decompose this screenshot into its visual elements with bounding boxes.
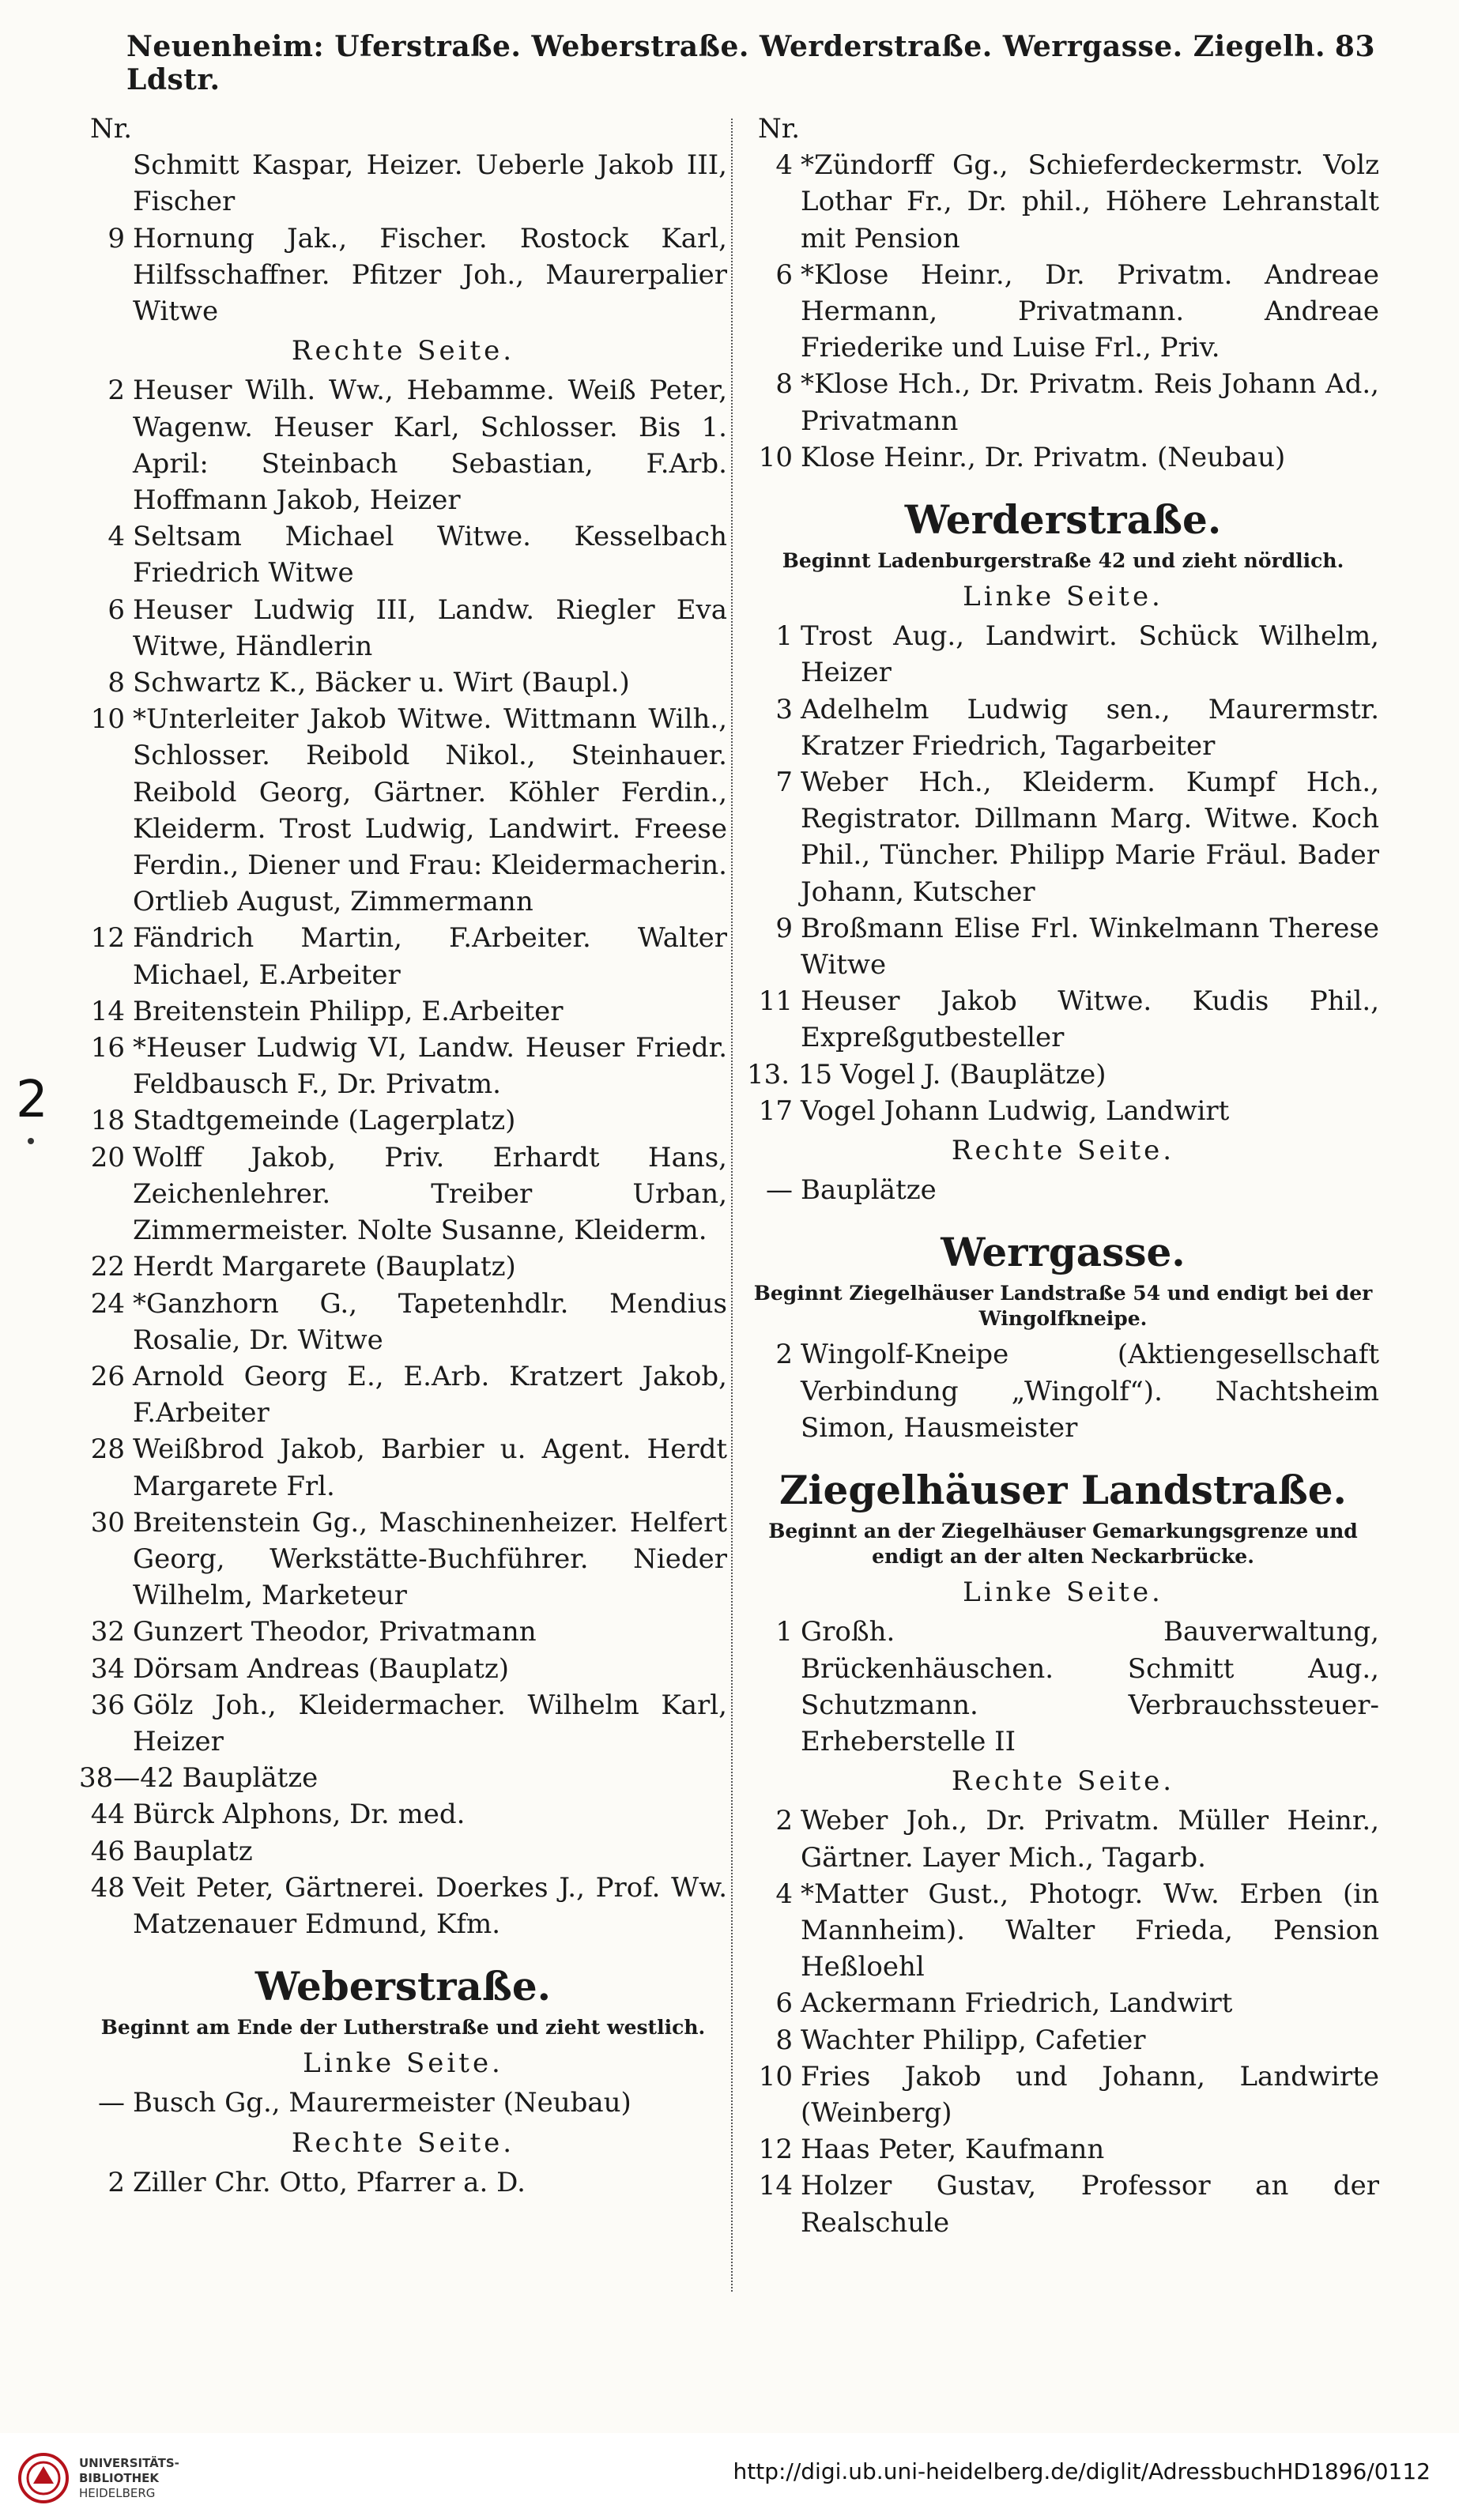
house-number: 2 <box>107 375 125 407</box>
house-number: 30 <box>90 1506 125 1539</box>
resident-text: Ackermann Friedrich, Landwirt <box>801 1987 1233 2020</box>
resident-text: Seltsam Michael Witwe. Kesselbach Friedrich Witwe <box>133 521 727 590</box>
address-entry <box>79 2085 727 2121</box>
nr-label: Nr. <box>90 113 133 145</box>
house-number: 1 <box>775 1616 793 1648</box>
address-entry <box>79 220 727 330</box>
address-entry <box>747 910 1379 983</box>
address-entry <box>747 1985 1379 2021</box>
house-number: 16 <box>90 1032 125 1064</box>
house-number: 24 <box>90 1287 125 1320</box>
house-number: 10 <box>758 441 793 473</box>
logo-line-3: HEIDELBERG <box>79 2485 156 2500</box>
page-header <box>126 30 1375 96</box>
resident-text: Arnold Georg E., E.Arb. Kratzert Jakob, F.Arbeiter <box>133 1360 727 1430</box>
address-entry <box>747 366 1379 439</box>
house-number: 20 <box>90 1141 125 1173</box>
resident-text: Stadtgemeinde (Lagerplatz) <box>133 1105 516 1137</box>
house-number: 6 <box>775 1987 793 2020</box>
resident-text: Herdt Margarete (Bauplatz) <box>133 1251 516 1283</box>
house-number: 18 <box>90 1105 125 1137</box>
house-number: 6 <box>107 593 125 626</box>
address-entry <box>79 1249 727 1285</box>
house-number: 26 <box>90 1360 125 1392</box>
address-entry <box>79 2164 727 2201</box>
resident-text: Fändrich Martin, F.Arbeiter. Walter Michael, E.Arbeiter <box>133 922 727 991</box>
street-title-werderstrasse: Werderstraße. <box>904 496 1222 544</box>
resident-text: Weißbrod Jakob, Barbier u. Agent. Herdt Margarete Frl. <box>133 1433 727 1502</box>
ziegelhaeuser-right-entries <box>747 1802 1379 2240</box>
resident-text: *Matter Gust., Photogr. Ww. Erben (in Mannheim). Walter Frieda, Pension Heßloehl <box>801 1878 1379 1983</box>
address-entry <box>747 1614 1379 1760</box>
section-label-rechte-seite: Rechte Seite. <box>291 335 515 367</box>
address-entry <box>79 1687 727 1760</box>
house-number: 2 <box>775 1805 793 1837</box>
address-entry <box>79 665 727 701</box>
address-entry <box>747 1172 1379 1208</box>
resident-text: Gunzert Theodor, Privatmann <box>133 1616 537 1648</box>
house-number: 9 <box>107 222 125 254</box>
ziegelhaeuser-left-entries <box>747 1614 1379 1760</box>
left-top-entries <box>79 147 727 330</box>
resident-text: Fries Jakob und Johann, Landwirte (Weinberg) <box>801 2060 1379 2129</box>
house-number: 32 <box>90 1616 125 1648</box>
library-seal-icon <box>17 2452 70 2504</box>
house-number: — <box>98 2087 125 2119</box>
house-number: — <box>766 1174 793 1207</box>
page-footer <box>0 2433 1459 2520</box>
section-label-linke-seite: Linke Seite. <box>963 1576 1163 1609</box>
address-entry <box>747 147 1379 257</box>
address-entry <box>747 1802 1379 1875</box>
house-number: 10 <box>90 703 125 736</box>
resident-text: Breitenstein Gg., Maschinenheizer. Helfert Georg, Werkstätte-Buchführer. Nieder Wilhelm, Marketeur <box>133 1506 727 1612</box>
street-description: Beginnt am Ende der Lutherstraße und zieht westlich. <box>100 2016 706 2040</box>
resident-text: Adelhelm Ludwig sen., Maurermstr. Kratzer Friedrich, Tagarbeiter <box>801 693 1379 762</box>
address-entry <box>747 618 1379 691</box>
address-entry <box>79 993 727 1030</box>
section-label-linke-seite: Linke Seite. <box>963 581 1163 613</box>
house-number: 8 <box>775 368 793 401</box>
section-label-rechte-seite: Rechte Seite. <box>951 1765 1175 1798</box>
house-number: 46 <box>90 1835 125 1867</box>
address-entry <box>747 257 1379 367</box>
resident-text: *Zündorff Gg., Schieferdeckermstr. Volz Lothar Fr., Dr. phil., Höhere Lehranstalt mit Pension <box>801 149 1379 254</box>
address-entry <box>747 764 1379 910</box>
house-number: 17 <box>758 1094 793 1127</box>
address-entry <box>747 2059 1379 2131</box>
address-entry <box>79 1651 727 1687</box>
house-number: 1 <box>775 620 793 653</box>
house-number: 2 <box>775 1339 793 1371</box>
address-entry <box>79 1102 727 1139</box>
house-number: 9 <box>775 912 793 944</box>
street-description: Beginnt Ziegelhäuser Landstraße 54 und endigt bei der Wingolfkneipe. <box>753 1282 1373 1331</box>
address-entry <box>747 2131 1379 2168</box>
logo-line-1: UNIVERSITÄTS- <box>79 2455 179 2470</box>
house-number: 22 <box>90 1251 125 1283</box>
house-number: 36 <box>90 1689 125 1721</box>
resident-text: Hornung Jak., Fischer. Rostock Karl, Hilfsschaffner. Pfitzer Joh., Maurerpalier Witwe <box>133 222 727 328</box>
resident-text: Trost Aug., Landwirt. Schück Wilhelm, Heizer <box>801 620 1379 689</box>
resident-text: Klose Heinr., Dr. Privatm. (Neubau) <box>801 441 1286 473</box>
house-number: 7 <box>775 767 793 799</box>
street-title-weberstrasse: Weberstraße. <box>254 1963 552 2010</box>
resident-text: *Klose Hch., Dr. Privatm. Reis Johann Ad., Privatmann <box>801 368 1379 437</box>
right-top-entries <box>747 147 1379 476</box>
resident-text: Vogel Johann Ludwig, Landwirt <box>801 1094 1230 1127</box>
address-entry <box>79 1833 727 1870</box>
source-url-link[interactable]: http://digi.ub.uni-heidelberg.de/diglit/AdressbuchHD1896/0112 <box>733 2458 1431 2484</box>
resident-text: Wingolf-Kneipe (Aktiengesellschaft Verbindung „Wingolf“). Nachtsheim Simon, Hausmeister <box>801 1339 1379 1444</box>
uferstrasse-right-entries <box>79 372 727 1942</box>
resident-text: Großh. Bauverwaltung, Brückenhäuschen. Schmitt Aug., Schutzmann. Verbrauchssteuer-Erheberstelle II <box>801 1616 1379 1757</box>
werderstrasse-right-entries <box>747 1172 1379 1208</box>
address-entry <box>747 1057 1379 1093</box>
running-title: Neuenheim: Uferstraße. Weberstraße. Werderstraße. Werrgasse. Ziegelh. Ldstr. <box>126 30 1326 96</box>
address-entry <box>79 1760 727 1796</box>
resident-text: *Ganzhorn G., Tapetenhdlr. Mendius Rosalie, Dr. Witwe <box>133 1287 727 1356</box>
resident-text: Schwartz K., Bäcker u. Wirt (Baupl.) <box>133 667 630 699</box>
house-number: 44 <box>90 1799 125 1831</box>
house-number: 14 <box>90 995 125 1027</box>
library-logo <box>17 2452 179 2504</box>
house-number: 4 <box>107 521 125 553</box>
address-entry <box>79 372 727 518</box>
house-number: 38—42 <box>79 1762 175 1795</box>
section-label-linke-seite: Linke Seite. <box>303 2047 503 2080</box>
address-entry <box>79 1870 727 1942</box>
resident-text: Schmitt Kaspar, Heizer. Ueberle Jakob III, Fischer <box>133 149 727 218</box>
logo-line-2: BIBLIOTHEK <box>79 2470 159 2485</box>
house-number: 12 <box>90 922 125 955</box>
address-entry <box>79 1358 727 1431</box>
resident-text: Bauplätze <box>182 1762 319 1795</box>
werderstrasse-left-entries <box>747 618 1379 1129</box>
address-entry <box>79 592 727 665</box>
address-entry <box>79 701 727 920</box>
resident-text: Wolff Jakob, Priv. Erhardt Hans, Zeichenlehrer. Treiber Urban, Zimmermeister. Nolte Susanne, Kleiderm. <box>133 1141 727 1247</box>
address-entry <box>747 1093 1379 1129</box>
address-entry <box>79 1505 727 1614</box>
resident-text: Bauplatz <box>133 1835 253 1867</box>
address-entry <box>747 439 1379 476</box>
street-description: Beginnt Ladenburgerstraße 42 und zieht nördlich. <box>782 549 1344 573</box>
address-entry <box>79 1614 727 1650</box>
address-entry <box>79 1139 727 1249</box>
resident-text: Holzer Gustav, Professor an der Realschule <box>801 2170 1379 2239</box>
resident-text: Gölz Joh., Kleidermacher. Wilhelm Karl, Heizer <box>133 1689 727 1757</box>
resident-text: *Klose Heinr., Dr. Privatm. Andreae Hermann, Privatmann. Andreae Friederike und Luise Frl., Priv. <box>801 258 1379 364</box>
address-entry <box>79 1030 727 1102</box>
house-number: 11 <box>758 985 793 1018</box>
resident-text: Breitenstein Philipp, E.Arbeiter <box>133 995 564 1027</box>
resident-text: Haas Peter, Kaufmann <box>801 2134 1105 2166</box>
weberstrasse-left-entries <box>79 2085 727 2121</box>
page-number: 83 <box>1334 30 1375 63</box>
address-entry <box>79 1431 727 1504</box>
house-number: 13. 15 <box>747 1058 833 1090</box>
resident-text: *Unterleiter Jakob Witwe. Wittmann Wilh., Schlosser. Reibold Nikol., Steinhauer. Reibold Georg, Gärtner. Köhler Ferdin., Kleiderm. Trost Ludwig, Landwirt. Freese Ferdin., Diener und Frau: Kleidermacherin. Ortlieb August, Zimmermann <box>133 703 727 918</box>
house-number: 4 <box>775 1878 793 1910</box>
address-entry <box>747 1876 1379 1986</box>
resident-text: Weber Hch., Kleiderm. Kumpf Hch., Registrator. Dillmann Marg. Witwe. Koch Phil., Tüncher. Philipp Marie Fräul. Bader Johann, Kutscher <box>801 767 1379 908</box>
resident-text: Weber Joh., Dr. Privatm. Müller Heinr., Gärtner. Layer Mich., Tagarb. <box>801 1805 1379 1874</box>
column-divider <box>731 119 733 2292</box>
resident-text: Dörsam Andreas (Bauplatz) <box>133 1652 510 1685</box>
margin-dot <box>28 1138 34 1144</box>
address-entry <box>747 1336 1379 1446</box>
left-column <box>79 111 727 2201</box>
resident-text: Wachter Philipp, Cafetier <box>801 2024 1146 2056</box>
address-entry <box>747 2168 1379 2240</box>
resident-text: Veit Peter, Gärtnerei. Doerkes J., Prof. Ww. Matzenauer Edmund, Kfm. <box>133 1871 727 1940</box>
section-label-rechte-seite: Rechte Seite. <box>951 1135 1175 1167</box>
house-number: 28 <box>90 1433 125 1466</box>
resident-text: Vogel J. (Bauplätze) <box>840 1058 1107 1090</box>
house-number: 4 <box>775 149 793 182</box>
right-column <box>747 111 1379 2241</box>
resident-text: Ziller Chr. Otto, Pfarrer a. D. <box>133 2166 526 2198</box>
nr-label: Nr. <box>758 113 801 145</box>
address-entry <box>79 147 727 220</box>
resident-text: Busch Gg., Maurermeister (Neubau) <box>133 2087 631 2119</box>
house-number: 6 <box>775 258 793 291</box>
house-number: 14 <box>758 2170 793 2202</box>
werrgasse-entries <box>747 1336 1379 1446</box>
resident-text: Heuser Ludwig III, Landw. Riegler Eva Witwe, Händlerin <box>133 593 727 662</box>
address-entry <box>79 920 727 993</box>
address-entry <box>747 983 1379 1056</box>
address-entry <box>747 691 1379 764</box>
street-title-ziegelhaeuser-landstrasse: Ziegelhäuser Landstraße. <box>779 1467 1347 1514</box>
house-number: 3 <box>775 693 793 725</box>
margin-note: 2 <box>16 1071 48 1129</box>
address-entry <box>79 1796 727 1833</box>
house-number: 8 <box>775 2024 793 2056</box>
resident-text: Bauplätze <box>801 1174 937 1207</box>
resident-text: Heuser Wilh. Ww., Hebamme. Weiß Peter, Wagenw. Heuser Karl, Schlosser. Bis 1. April: Steinbach Sebastian, F.Arb. Hoffmann Jakob, Heizer <box>133 375 727 517</box>
house-number: 2 <box>107 2166 125 2198</box>
section-label-rechte-seite: Rechte Seite. <box>291 2126 515 2159</box>
resident-text: Bürck Alphons, Dr. med. <box>133 1799 466 1831</box>
house-number: 8 <box>107 667 125 699</box>
weberstrasse-right-entries <box>79 2164 727 2201</box>
house-number: 10 <box>758 2060 793 2092</box>
address-entry <box>79 1286 727 1358</box>
address-entry <box>747 2022 1379 2059</box>
street-description: Beginnt an der Ziegelhäuser Gemarkungsgrenze und endigt an der alten Neckarbrücke. <box>768 1520 1358 1569</box>
house-number: 34 <box>90 1652 125 1685</box>
resident-text: Heuser Jakob Witwe. Kudis Phil., Expreßgutbesteller <box>801 985 1379 1054</box>
street-title-werrgasse: Werrgasse. <box>941 1229 1186 1276</box>
house-number: 12 <box>758 2134 793 2166</box>
house-number: 48 <box>90 1871 125 1904</box>
resident-text: Broßmann Elise Frl. Winkelmann Therese Witwe <box>801 912 1379 981</box>
resident-text: *Heuser Ludwig VI, Landw. Heuser Friedr. Feldbausch F., Dr. Privatm. <box>133 1032 727 1101</box>
address-entry <box>79 518 727 591</box>
